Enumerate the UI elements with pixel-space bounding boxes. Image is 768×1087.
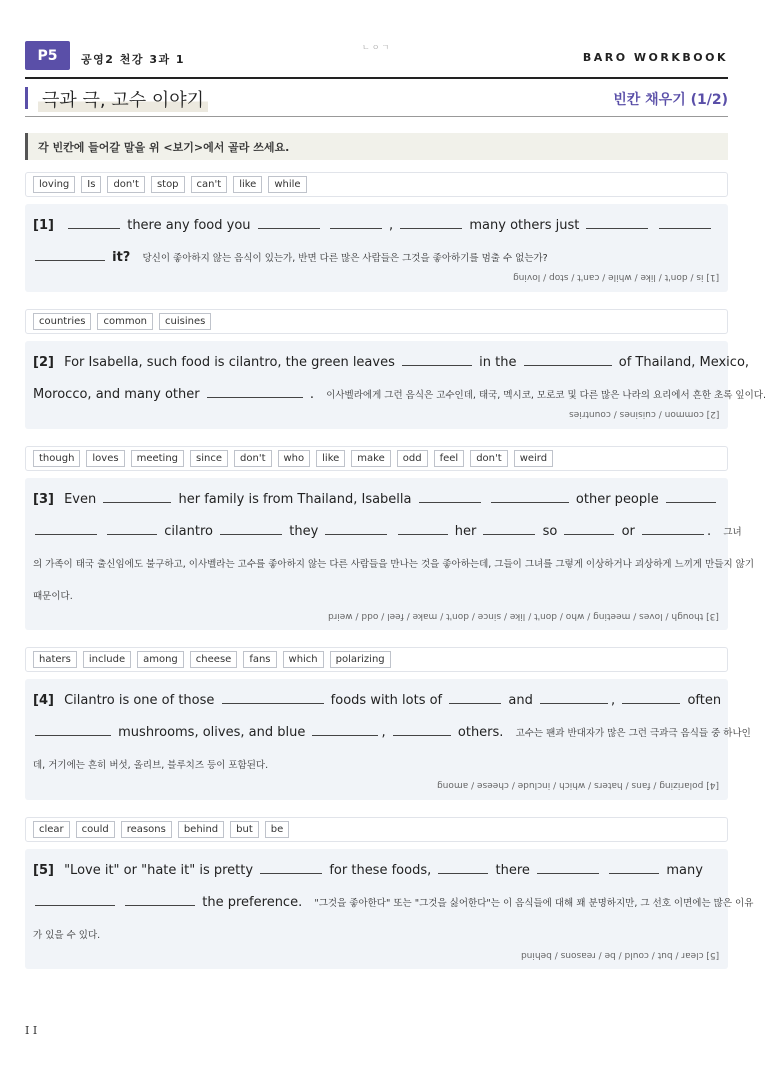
korean-translation: 그녀 [723, 527, 742, 538]
blank[interactable] [540, 691, 608, 704]
answer-key: [4] polarizing / fans / haters / which / include / cheese / among [437, 780, 719, 790]
question-text: mushrooms, olives, and blue [118, 725, 306, 740]
word-chip: be [265, 821, 290, 838]
question-text: many [666, 863, 703, 878]
question-text: her family is from Thailand, Isabella [178, 492, 412, 507]
blank[interactable] [398, 522, 448, 535]
korean-translation: 고수는 팬과 반대자가 많은 그런 극과극 음식들 중 하나인 [515, 728, 751, 739]
question-line [33, 490, 719, 507]
word-chip: include [83, 651, 131, 668]
question-text: "Love it" or "hate it" is pretty [64, 863, 254, 878]
answer-key: [1] is / don't / like / while / can't / stop / loving [512, 272, 719, 282]
word-chip: cuisines [159, 313, 211, 330]
question-text: Morocco, and many other [33, 387, 200, 402]
word-chip: meeting [131, 450, 184, 467]
blank[interactable] [524, 353, 612, 366]
korean-translation: 의 가족이 태국 출신임에도 불구하고, 이사벨라는 고수를 좋아하지 않는 다른 사람들을 만나는 것을 좋아하는데, 그들이 그녀를 그렇게 이상하거나 괴상하게 느끼게 만들지 않기 [33, 559, 755, 570]
blank[interactable] [491, 490, 569, 503]
question-text: of Thailand, Mexico, [618, 355, 750, 370]
word-bank-3 [25, 446, 728, 471]
blank[interactable] [393, 723, 451, 736]
blank[interactable] [220, 522, 282, 535]
blank[interactable] [207, 385, 303, 398]
question-text: many others just [469, 218, 580, 233]
question-text: foods with lots of [330, 693, 443, 708]
question-text: the preference. [202, 895, 303, 910]
blank[interactable] [642, 522, 704, 535]
word-bank-5 [25, 817, 728, 842]
question-number: [4] [33, 693, 54, 708]
blank[interactable] [103, 490, 171, 503]
question-line [33, 216, 714, 233]
blank[interactable] [258, 216, 320, 229]
question-text: . [309, 387, 315, 402]
blank[interactable] [35, 248, 105, 261]
question-text: so [542, 524, 558, 539]
word-chip: feel [434, 450, 465, 467]
word-chip: don't [107, 176, 144, 193]
title-accent-bar [25, 87, 28, 109]
instruction-text: 각 빈칸에 들어갈 말을 위 <보기>에서 골라 쓰세요. [38, 141, 290, 154]
question-line [33, 893, 753, 910]
question-text: cilantro [164, 524, 213, 539]
page-number: I I [25, 1024, 38, 1037]
course-label: 공영2 천강 3과 1 [81, 53, 186, 66]
title-row [25, 86, 728, 117]
question-number: [1] [33, 218, 54, 233]
word-chip: like [316, 450, 345, 467]
page-subtitle: 빈칸 채우기 (1/2) [613, 92, 728, 108]
word-chip: could [76, 821, 115, 838]
question-line [33, 353, 749, 370]
word-bank-1 [25, 172, 728, 197]
word-chip: though [33, 450, 80, 467]
word-chip: make [351, 450, 390, 467]
question-line [33, 385, 766, 402]
blank[interactable] [222, 691, 324, 704]
blank[interactable] [35, 723, 111, 736]
page-badge: P5 [25, 41, 70, 70]
question-text: or [621, 524, 635, 539]
word-bank-2 [25, 309, 728, 334]
question-text: other people [575, 492, 659, 507]
blank[interactable] [330, 216, 382, 229]
question-text: they [289, 524, 319, 539]
word-chip: fans [243, 651, 276, 668]
blank[interactable] [622, 691, 680, 704]
top-mark: ㄴㅇㄱ [362, 43, 392, 52]
word-chip: can't [191, 176, 228, 193]
blank[interactable] [564, 522, 614, 535]
word-chip: behind [178, 821, 224, 838]
word-chip: reasons [121, 821, 172, 838]
question-text: her [454, 524, 477, 539]
question-5 [25, 849, 754, 969]
question-number: [2] [33, 355, 54, 370]
word-chip: like [233, 176, 262, 193]
question-2 [25, 341, 766, 429]
answer-key: [5] clear / but / could / be / reasons / behind [520, 950, 719, 960]
blank[interactable] [68, 216, 120, 229]
answer-key: [3] though / loves / meeting / who / don't / like / since / don't / make / feel / odd / weird [328, 611, 719, 621]
korean-translation: 당신이 좋아하지 않는 음식이 있는가, 반면 다른 많은 사람들은 그것을 좋아하기를 멈출 수 없는가? [142, 253, 548, 264]
blank[interactable] [659, 216, 711, 229]
blank[interactable] [483, 522, 535, 535]
word-chip: countries [33, 313, 91, 330]
korean-translation: 데, 거기에는 흔히 버섯, 올리브, 블루치즈 등이 포함된다. [33, 760, 269, 771]
word-chip: stop [151, 176, 185, 193]
word-chip: cheese [190, 651, 238, 668]
instruction-box [25, 133, 728, 160]
blank[interactable] [449, 691, 501, 704]
question-4 [25, 679, 751, 800]
blank[interactable] [260, 861, 322, 874]
blank[interactable] [325, 522, 387, 535]
brand-label: BARO WORKBOOK [582, 51, 728, 64]
korean-translation: "그것을 좋아한다" 또는 "그것을 싫어한다"는 이 음식들에 대해 꽤 분명하지만, 그 선호 이면에는 많은 이유 [314, 898, 754, 909]
question-line [33, 691, 721, 708]
question-1 [25, 204, 728, 292]
question-text: for these foods, [329, 863, 432, 878]
word-chip: while [268, 176, 306, 193]
word-chip: don't [234, 450, 271, 467]
question-text: Even [64, 492, 97, 507]
answer-key: [2] common / cuisines / countries [568, 409, 719, 419]
blank[interactable] [609, 861, 659, 874]
question-text: . [707, 524, 712, 539]
blank[interactable] [125, 893, 195, 906]
blank[interactable] [586, 216, 648, 229]
word-chip: loves [86, 450, 124, 467]
word-chip: loving [33, 176, 75, 193]
blank[interactable] [312, 723, 378, 736]
question-text: , [388, 218, 394, 233]
blank[interactable] [402, 353, 472, 366]
question-3 [25, 478, 755, 630]
word-chip: weird [514, 450, 553, 467]
question-number: [3] [33, 492, 54, 507]
question-text: others. [457, 725, 504, 740]
word-chip: who [278, 450, 311, 467]
blank[interactable] [438, 861, 488, 874]
question-text: it? [112, 250, 131, 265]
word-chip: among [137, 651, 184, 668]
word-chip: haters [33, 651, 77, 668]
question-text: in the [479, 355, 517, 370]
word-chip: Is [81, 176, 101, 193]
blank[interactable] [107, 522, 157, 535]
question-line [33, 861, 703, 878]
korean-translation: 때문이다. [33, 591, 73, 602]
question-number: [5] [33, 863, 54, 878]
blank[interactable] [419, 490, 481, 503]
word-chip: common [97, 313, 153, 330]
korean-translation: 가 있을 수 있다. [33, 930, 101, 941]
word-chip: since [190, 450, 228, 467]
word-chip: odd [397, 450, 428, 467]
question-text: , [381, 725, 386, 740]
question-text: and [508, 693, 533, 708]
word-chip: don't [470, 450, 507, 467]
question-text: , [611, 693, 616, 708]
word-chip: but [230, 821, 259, 838]
word-chip: clear [33, 821, 70, 838]
blank[interactable] [35, 522, 97, 535]
question-line [33, 248, 548, 265]
word-chip: which [283, 651, 324, 668]
question-text: Cilantro is one of those [64, 693, 215, 708]
question-text: there [495, 863, 530, 878]
blank[interactable] [537, 861, 599, 874]
word-chip: polarizing [330, 651, 391, 668]
question-line [33, 522, 742, 539]
blank[interactable] [666, 490, 716, 503]
question-text: often [687, 693, 722, 708]
question-text: For Isabella, such food is cilantro, the green leaves [64, 355, 395, 370]
question-text: there any food you [127, 218, 251, 233]
korean-translation: 이사벨라에게 그런 음식은 고수인데, 태국, 멕시코, 모로코 및 다른 많은 나라의 요리에서 흔한 초록 잎이다. [326, 390, 766, 401]
question-line [33, 723, 751, 740]
word-bank-4 [25, 647, 728, 672]
page-title: 극과 극, 고수 이야기 [38, 86, 208, 112]
blank[interactable] [35, 893, 115, 906]
blank[interactable] [400, 216, 462, 229]
